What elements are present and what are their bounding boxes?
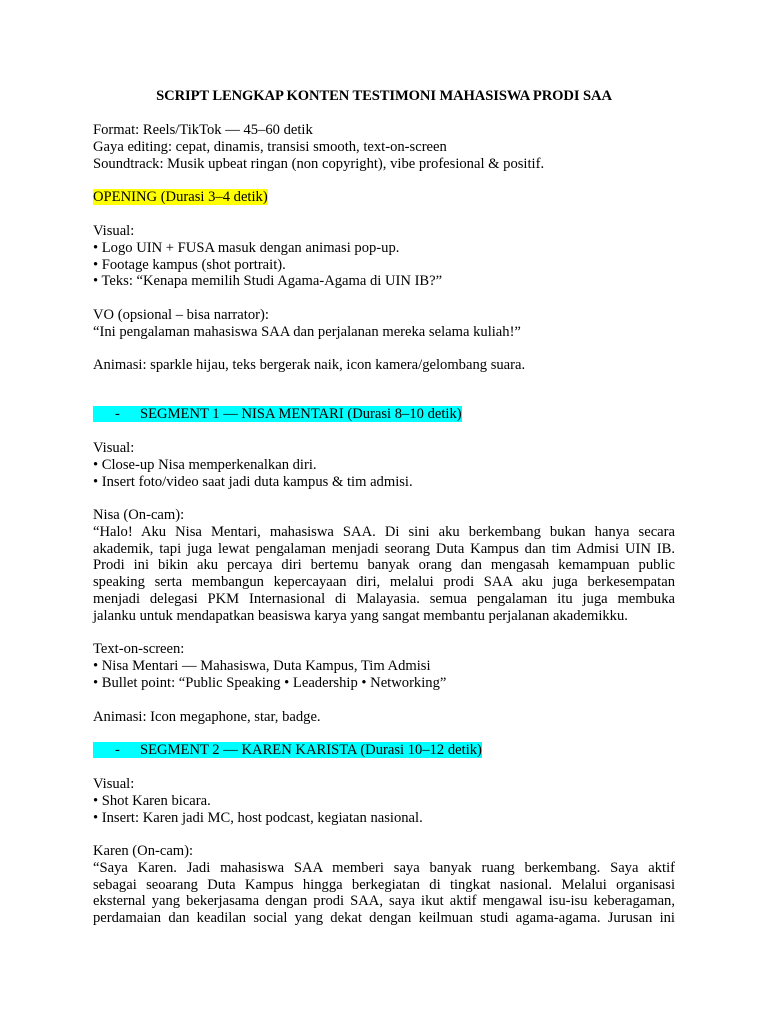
segment2-heading: SEGMENT 2 — KAREN KARISTA (Durasi 10–12 detik) <box>140 742 482 758</box>
segment2-visual-block <box>93 776 675 826</box>
opening-visual-item: • Footage kampus (shot portrait). <box>93 256 286 273</box>
format-line: Format: Reels/TikTok — 45–60 detik <box>93 122 313 138</box>
segment2-speaker-label: Karen (On-cam): <box>93 843 194 859</box>
opening-visual-label: Visual: <box>93 223 135 239</box>
segment2-speech-block <box>93 843 675 927</box>
segment1-visual-label: Visual: <box>93 440 135 456</box>
segment2-bullet: - <box>115 742 120 758</box>
segment1-heading: SEGMENT 1 — NISA MENTARI (Durasi 8–10 detik) <box>140 406 462 422</box>
segment2-quote-line: “Saya Karen. Jadi mahasiswa SAA memberi saya banyak ruang berkembang. Saya aktif <box>93 859 675 876</box>
opening-animation <box>93 357 675 374</box>
segment1-animation-text: Animasi: Icon megaphone, star, badge. <box>93 709 321 725</box>
segment1-visual-block <box>93 440 675 490</box>
segment1-tos-item: • Nisa Mentari — Mahasiswa, Duta Kampus, Tim Admisi <box>93 657 431 674</box>
opening-vo-text: “Ini pengalaman mahasiswa SAA dan perjalanan mereka selama kuliah!” <box>93 323 521 340</box>
segment1-tos-item: • Bullet point: “Public Speaking • Leadership • Networking” <box>93 674 447 691</box>
opening-vo-block <box>93 307 675 341</box>
opening-visual-item: • Logo UIN + FUSA masuk dengan animasi pop-up. <box>93 239 400 256</box>
segment1-tos-label: Text-on-screen: <box>93 641 185 657</box>
segment1-bullet: - <box>115 406 120 422</box>
opening-visual-item: • Teks: “Kenapa memilih Studi Agama-Agama di UIN IB?” <box>93 273 443 290</box>
opening-heading: OPENING (Durasi 3–4 detik) <box>93 189 268 205</box>
segment2-visual-item: • Insert: Karen jadi MC, host podcast, kegiatan nasional. <box>93 809 423 826</box>
segment1-quote-line: Prodi ini bikin aku percaya diri bertemu banyak orang dan mengasah kemampuan public <box>93 557 675 574</box>
opening-animation-text: Animasi: sparkle hijau, teks bergerak naik, icon kamera/gelombang suara. <box>93 357 526 373</box>
segment1-visual-item: • Insert foto/video saat jadi duta kampus & tim admisi. <box>93 473 413 490</box>
editing-style-line: Gaya editing: cepat, dinamis, transisi smooth, text-on-screen <box>93 138 447 155</box>
segment1-speaker-label: Nisa (On-cam): <box>93 507 185 523</box>
segment1-visual-item: • Close-up Nisa memperkenalkan diri. <box>93 456 317 473</box>
segment1-heading-row <box>93 406 462 423</box>
segment2-quote-line: eksternal yang bekerjasama dengan prodi SAA, saya ikut aktif mengawal isu-isu keberagaman, <box>93 893 675 910</box>
soundtrack-line: Soundtrack: Musik upbeat ringan (non copyright), vibe profesional & positif. <box>93 155 545 172</box>
segment2-quote-line: perdamaian dan keadilan social yang dekat dengan keilmuan studi agama-agama. Jurusan ini <box>93 910 675 927</box>
opening-visual-block <box>93 223 675 290</box>
segment2-quote-line: sebagai seoarang Duta Kampus hingga berkegiatan di tingkat nasional. Melalui organisasi <box>93 876 675 893</box>
segment2-visual-label: Visual: <box>93 776 135 792</box>
opening-heading-row <box>93 189 675 206</box>
opening-vo-label: VO (opsional – bisa narrator): <box>93 307 269 323</box>
format-block <box>93 122 675 172</box>
segment1-quote-line: speaking serta membangun kepercayaan diri, melalui prodi SAA aku juga berkesempatan <box>93 574 675 591</box>
document-title: SCRIPT LENGKAP KONTEN TESTIMONI MAHASISWA PRODI SAA <box>156 88 612 104</box>
segment1-quote-line: jalanku untuk mendapatkan beasiswa karya yang sangat membantu perjalanan akademikku. <box>93 607 628 624</box>
segment1-speech-block <box>93 507 675 625</box>
segment2-heading-row <box>93 742 482 759</box>
segment1-quote-line: menjadi delegasi PKM Internasional di Malayasia. semua pengalaman itu juga membuka <box>93 590 675 607</box>
segment1-quote-line: akademik, tapi juga lewat pengalaman menjadi seorang Duta Kampus dan tim Admisi UIN IB. <box>93 540 675 557</box>
segment1-animation <box>93 709 675 726</box>
segment2-visual-item: • Shot Karen bicara. <box>93 792 211 809</box>
segment1-tos-block <box>93 641 675 691</box>
segment1-quote-line: “Halo! Aku Nisa Mentari, mahasiswa SAA. Di sini aku berkembang bukan hanya secara <box>93 523 675 540</box>
